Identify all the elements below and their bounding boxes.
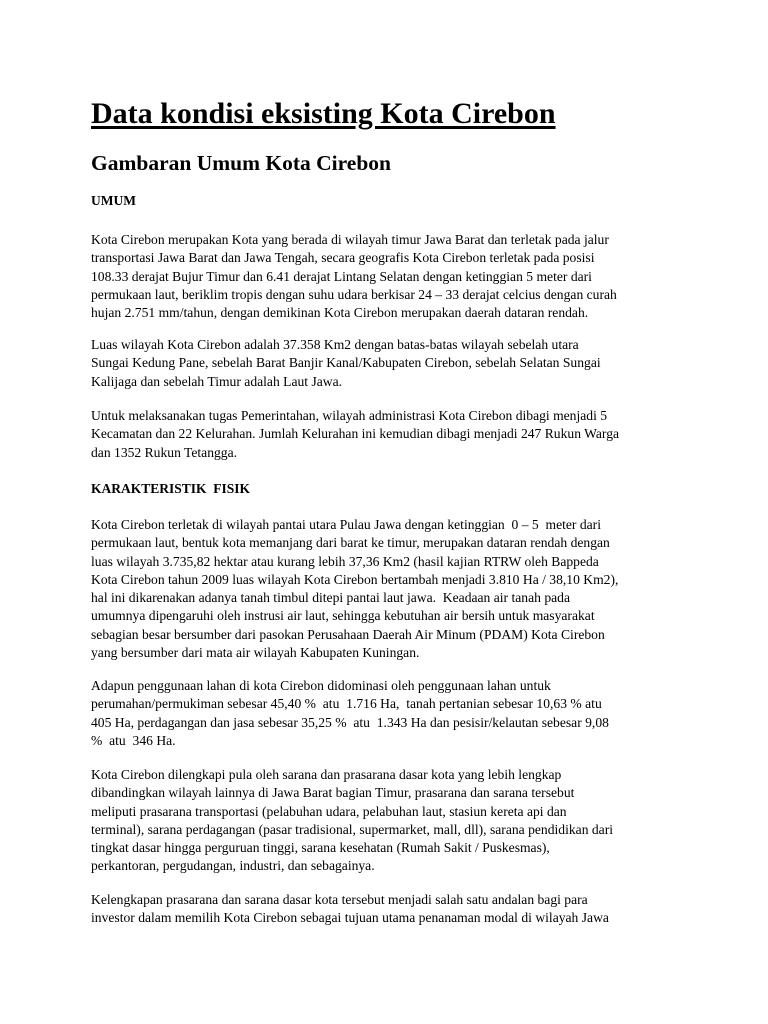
paragraph-line: Kota Cirebon tahun 2009 luas wilayah Kota Cirebon bertambah menjadi 3.810 Ha / 38,10 Km2), <box>91 571 619 587</box>
paragraph-line: perkantoran, pergudangan, industri, dan sebagainya. <box>91 858 375 874</box>
paragraph-line: hal ini dikarenakan adanya tanah timbul ditepi pantai laut jawa. Keadaan air tanah pada <box>91 590 570 606</box>
paragraph-line: Kota Cirebon dilengkapi pula oleh sarana dan prasarana dasar kota yang lebih lengkap <box>91 767 562 782</box>
paragraph-line: Kecamatan dan 22 Kelurahan. Jumlah Kelurahan ini kemudian dibagi menjadi 247 Rukun Warga <box>91 426 620 442</box>
paragraph-fisik-facilities <box>91 766 613 876</box>
section-heading-umum: UMUM <box>91 193 136 208</box>
paragraph-line: Kalijaga dan sebelah Timur adalah Laut Jawa. <box>91 373 343 389</box>
paragraph-line: Kota Cirebon terletak di wilayah pantai utara Pulau Jawa dengan ketinggian 0 – 5 meter dari <box>91 517 601 532</box>
paragraph-line: 405 Ha, perdagangan dan jasa sebesar 35,25 % atu 1.343 Ha dan pesisir/kelautan sebesar 9,08 <box>91 714 609 730</box>
paragraph-line: % atu 346 Ha. <box>91 732 176 748</box>
paragraph-line: permukaan laut, beriklim tropis dengan suhu udara berkisar 24 – 33 derajat celcius dengan curah <box>91 286 617 302</box>
paragraph-line: umumnya dipengaruhi oleh instrusi air laut, sehingga kebutuhan air bersih untuk masyarakat <box>91 608 595 624</box>
paragraph-line: investor dalam memilih Kota Cirebon sebagai tujuan utama penanaman modal di wilayah Jawa <box>91 910 609 926</box>
paragraph-fisik-investment <box>91 891 609 928</box>
paragraph-fisik-geography <box>91 516 618 662</box>
paragraph-line: Kelengkapan prasarana dan sarana dasar kota tersebut menjadi salah satu andalan bagi para <box>91 892 588 907</box>
paragraph-line: Sungai Kedung Pane, sebelah Barat Banjir Kanal/Kabupaten Cirebon, sebelah Selatan Sungai <box>91 355 601 371</box>
paragraph-line: Untuk melaksanakan tugas Pemerintahan, wilayah administrasi Kota Cirebon dibagi menjadi 5 <box>91 408 608 423</box>
document-subtitle: Gambaran Umum Kota Cirebon <box>91 151 392 175</box>
paragraph-line: terminal), sarana perdagangan (pasar tradisional, supermarket, mall, dll), sarana pendidikan dari <box>91 821 614 837</box>
document-title: Data kondisi eksisting Kota Cirebon <box>91 97 556 130</box>
paragraph-line: sebagian besar bersumber dari pasokan Perusahaan Daerah Air Minum (PDAM) Kota Cirebon <box>91 626 605 642</box>
section-heading-karakteristik-fisik: KARAKTERISTIK FISIK <box>91 481 251 496</box>
paragraph-umum-administration <box>91 407 619 462</box>
paragraph-umum-area <box>91 336 601 391</box>
paragraph-line: Luas wilayah Kota Cirebon adalah 37.358 Km2 dengan batas-batas wilayah sebelah utara <box>91 337 579 352</box>
paragraph-line: transportasi Jawa Barat dan Jawa Tengah, secara geografis Kota Cirebon terletak pada posisi <box>91 250 595 266</box>
paragraph-line: 108.33 derajat Bujur Timur dan 6.41 derajat Lintang Selatan dengan ketinggian 5 meter dari <box>91 268 592 284</box>
paragraph-line: dibandingkan wilayah lainnya di Jawa Barat bagian Timur, prasarana dan sarana tersebut <box>91 785 575 801</box>
paragraph-line: Kota Cirebon merupakan Kota yang berada di wilayah timur Jawa Barat dan terletak pada jalur <box>91 232 609 247</box>
paragraph-fisik-land-use <box>91 677 609 750</box>
paragraph-line: perumahan/permukiman sebesar 45,40 % atu 1.716 Ha, tanah pertanian sebesar 10,63 % atu <box>91 696 602 712</box>
paragraph-line: hujan 2.751 mm/tahun, dengan demikinan Kota Cirebon merupakan daerah dataran rendah. <box>91 305 589 321</box>
paragraph-line: meliputi prasarana transportasi (pelabuhan udara, pelabuhan laut, stasiun kereta api dan <box>91 803 567 819</box>
paragraph-umum-location <box>91 231 617 322</box>
paragraph-line: yang bersumber dari mata air wilayah Kabupaten Kuningan. <box>91 645 420 661</box>
paragraph-line: luas wilayah 3.735,82 hektar atau kurang lebih 37,36 Km2 (hasil kajian RTRW oleh Bappeda <box>91 553 599 569</box>
paragraph-line: Adapun penggunaan lahan di kota Cirebon didominasi oleh penggunaan lahan untuk <box>91 678 551 693</box>
paragraph-line: tingkat dasar hingga perguruan tinggi, sarana kesehatan (Rumah Sakit / Puskesmas), <box>91 840 550 856</box>
paragraph-line: dan 1352 Rukun Tetangga. <box>91 444 238 460</box>
paragraph-line: permukaan laut, bentuk kota memanjang dari barat ke timur, merupakan dataran rendah dengan <box>91 535 610 551</box>
